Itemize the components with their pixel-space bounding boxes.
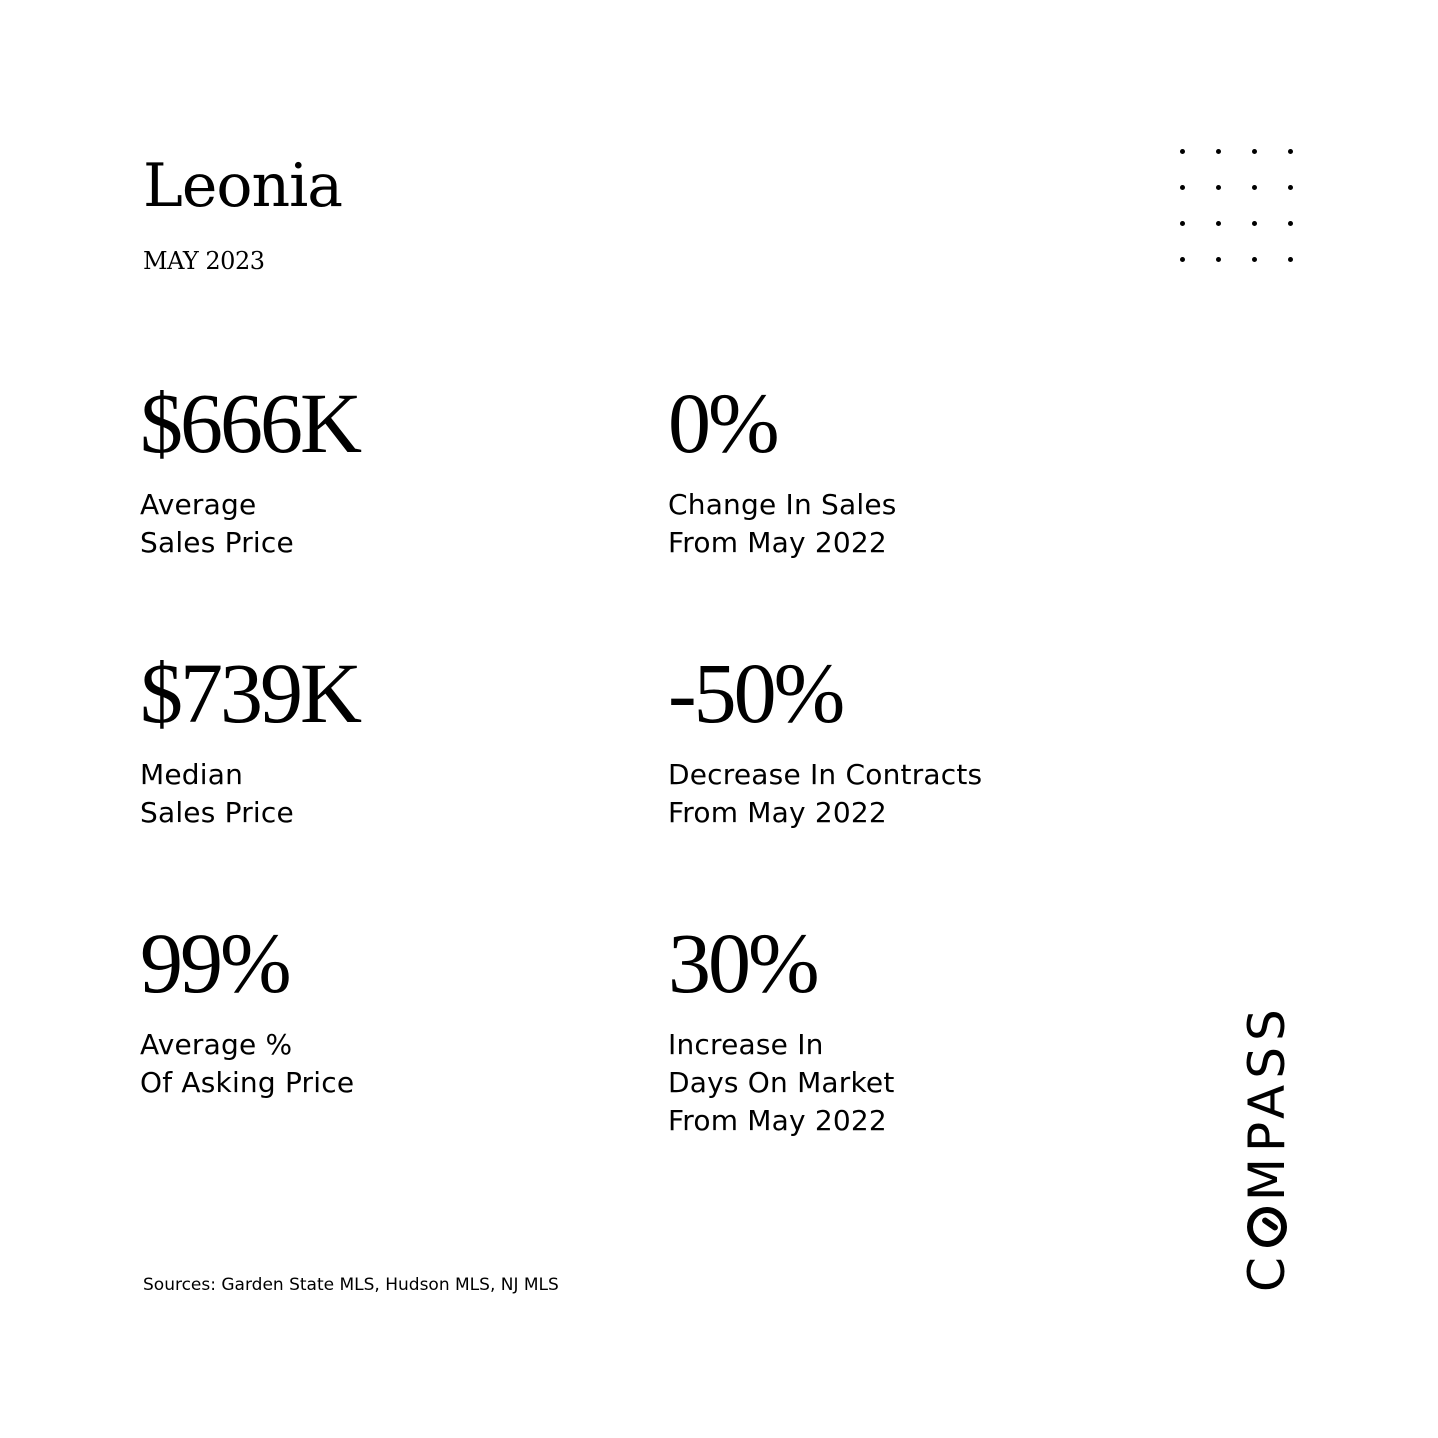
compass-logo xyxy=(1238,958,1296,1292)
stat-label-line: Days On Market xyxy=(668,1066,895,1099)
stat-label-line: Average xyxy=(140,488,257,521)
stat-value: 99% xyxy=(140,915,289,1011)
stat-label-line: From May 2022 xyxy=(668,526,887,559)
sources-note: Sources: Garden State MLS, Hudson MLS, NJ MLS xyxy=(143,1275,559,1295)
stat-label-line: Of Asking Price xyxy=(140,1066,355,1099)
stat-average-percent-of-asking xyxy=(140,915,355,1102)
stat-label xyxy=(140,486,359,562)
stat-value: $666K xyxy=(140,375,360,471)
stat-label-line: Median xyxy=(140,758,244,791)
stat-label xyxy=(668,486,897,562)
logo-text-suffix: MPASS xyxy=(1238,1003,1296,1202)
report-date: MAY 2023 xyxy=(143,247,265,275)
dot-grid-icon xyxy=(1173,143,1301,271)
stat-label-line: From May 2022 xyxy=(668,796,887,829)
stat-median-sales-price xyxy=(140,645,360,832)
stat-label-line: Average % xyxy=(140,1028,293,1061)
logo-text-prefix: C xyxy=(1238,1251,1296,1292)
stat-value: -50% xyxy=(668,645,843,741)
stat-value: 0% xyxy=(668,375,777,471)
stat-label-line: Sales Price xyxy=(140,526,294,559)
stat-average-sales-price xyxy=(140,375,360,562)
stat-label-line: Decrease In Contracts xyxy=(668,758,983,791)
page-title: Leonia xyxy=(143,151,343,221)
compass-o-icon xyxy=(1247,1207,1287,1247)
stat-increase-in-days-on-market xyxy=(668,915,895,1140)
stat-label xyxy=(140,1026,354,1102)
stat-label-line: Increase In xyxy=(668,1028,824,1061)
stat-value: 30% xyxy=(668,915,817,1011)
stat-label-line: Change In Sales xyxy=(668,488,897,521)
stat-change-in-sales xyxy=(668,375,897,562)
stat-label-line: Sales Price xyxy=(140,796,294,829)
stat-label xyxy=(668,1026,895,1140)
stat-value: $739K xyxy=(140,645,360,741)
stat-label xyxy=(140,756,359,832)
stat-label xyxy=(668,756,982,832)
stat-decrease-in-contracts xyxy=(668,645,983,832)
stat-label-line: From May 2022 xyxy=(668,1104,887,1137)
